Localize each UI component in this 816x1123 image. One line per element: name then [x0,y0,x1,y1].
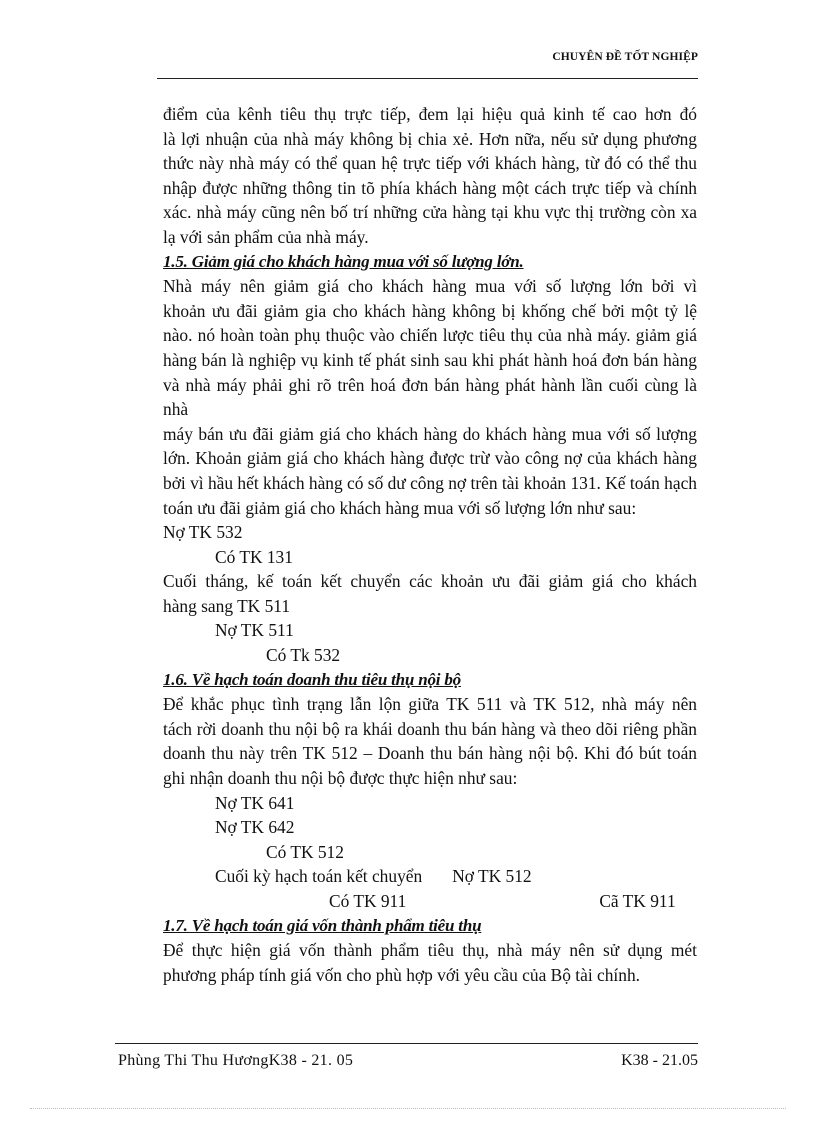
text-line: phương pháp tính giá vốn cho phù hợp với yêu cầu của Bộ tài chính. [163,964,641,985]
text-line: nào. nó hoàn toàn phụ thuộc vào chiến lược tiêu thụ của nhà máy. giảm giá [163,325,697,346]
text-line: tách rời doanh thu nội bộ ra khái doanh thu bán hàng và theo dõi riêng phần [163,718,697,739]
text-line: nhập được những thông tin tõ phía khách hàng một cách trực tiếp và chính [163,177,697,198]
section-heading: 1.7. Về hạch toán giá vốn thành phẩm tiêu thụ [163,915,482,935]
journal-entry-credit: Có TK 131 [215,546,293,567]
section-1-7 [163,914,697,988]
text-line: và nhà máy phải ghi rõ trên hoá đơn bán hàng phát hành lần cuối cùng là nhà [163,374,697,420]
text-line: điểm của kênh tiêu thụ trực tiếp, đem lại hiệu quả kinh tế cao hơn đó [163,104,697,124]
journal-entry-debit: Nợ TK 511 [215,620,294,641]
document-body [163,102,697,987]
journal-entry-debit: Nợ TK 512 [452,866,532,887]
text-line: ghi nhận doanh thu nội bộ được thực hiện như sau: [163,768,518,789]
text-line: lớn. Khoản giảm giá cho khách hàng được trừ vào công nợ của khách hàng [163,448,697,469]
journal-entry-credit: Cã TK 911 [599,891,676,911]
section-1-5 [163,250,697,668]
text-line: Để khắc phục tình trạng lẫn lộn giữa TK 511 và TK 512, nhà máy nên [163,694,697,715]
text-line: thức này nhà máy có thể quan hệ trực tiếp với khách hàng, từ đó có thể thu [163,153,697,174]
header-title: CHUYÊN ĐỀ TỐT NGHIỆP [552,51,698,63]
footer-class-code: K38 - 21.05 [621,1052,698,1069]
header-rule [157,78,698,79]
intro-paragraph [163,102,697,250]
journal-entry-debit: Nợ TK 532 [163,522,243,543]
journal-entry-credit: Có Tk 532 [266,645,341,666]
text-line: khoản ưu đãi giảm gia cho khách hàng không bị khống chế bởi một tỷ lệ [163,300,697,321]
text-line: máy bán ưu đãi giảm giá cho khách hàng do khách hàng mua với số lượng [163,423,697,444]
text-line: lạ với sản phẩm của nhà máy. [163,226,369,247]
text-line: bởi vì hầu hết khách hàng có số dư công nợ trên tài khoản 131. Kế toán hạch [163,472,697,493]
journal-entry-debit: Nợ TK 642 [215,817,295,838]
section-heading: 1.5. Giảm giá cho khách hàng mua với số lượng lớn. [163,251,524,271]
journal-entry-credit: Có TK 911 [329,891,407,911]
page-bottom-divider [30,1108,786,1109]
text-line: Nhà máy nên giảm giá cho khách hàng mua với số lượng lớn bởi vì [163,276,697,297]
section-heading: 1.6. Về hạch toán doanh thu tiêu thụ nội bộ [163,669,461,689]
text-line: là lợi nhuận của nhà máy không bị chia xẻ. Hơn nữa, nếu sử dụng phương [163,128,697,149]
text-line: hàng bán là nghiệp vụ kinh tế phát sinh sau khi phát hành hoá đơn bán hàng [163,349,697,370]
text-line: xác. nhà máy cũng nên bố trí những cửa hàng tại khu vực thị trường còn xa [163,202,697,223]
closing-label: Cuối kỳ hạch toán kết chuyển [215,866,423,887]
text-line: doanh thu này trên TK 512 – Doanh thu bán hàng nội bộ. Khi đó bút toán [163,743,697,764]
journal-entry-debit: Nợ TK 641 [215,792,295,813]
closing-entry-row [163,864,697,889]
section-1-6 [163,668,697,914]
text-line: toán ưu đãi giảm giá cho khách hàng mua với số lượng lớn như sau: [163,497,637,518]
footer-author: Phùng Thi Thu HươngK38 - 21. 05 [118,1052,354,1069]
text-line: Để thực hiện giá vốn thành phẩm tiêu thụ, nhà máy nên sử dụng mét [163,940,697,961]
text-line: hàng sang TK 511 [163,595,291,616]
footer-rule [115,1043,698,1044]
journal-entry-credit: Có TK 512 [266,841,344,862]
text-line: Cuối tháng, kế toán kết chuyển các khoản ưu đãi giảm giá cho khách [163,571,697,592]
closing-credit-row [163,889,697,914]
